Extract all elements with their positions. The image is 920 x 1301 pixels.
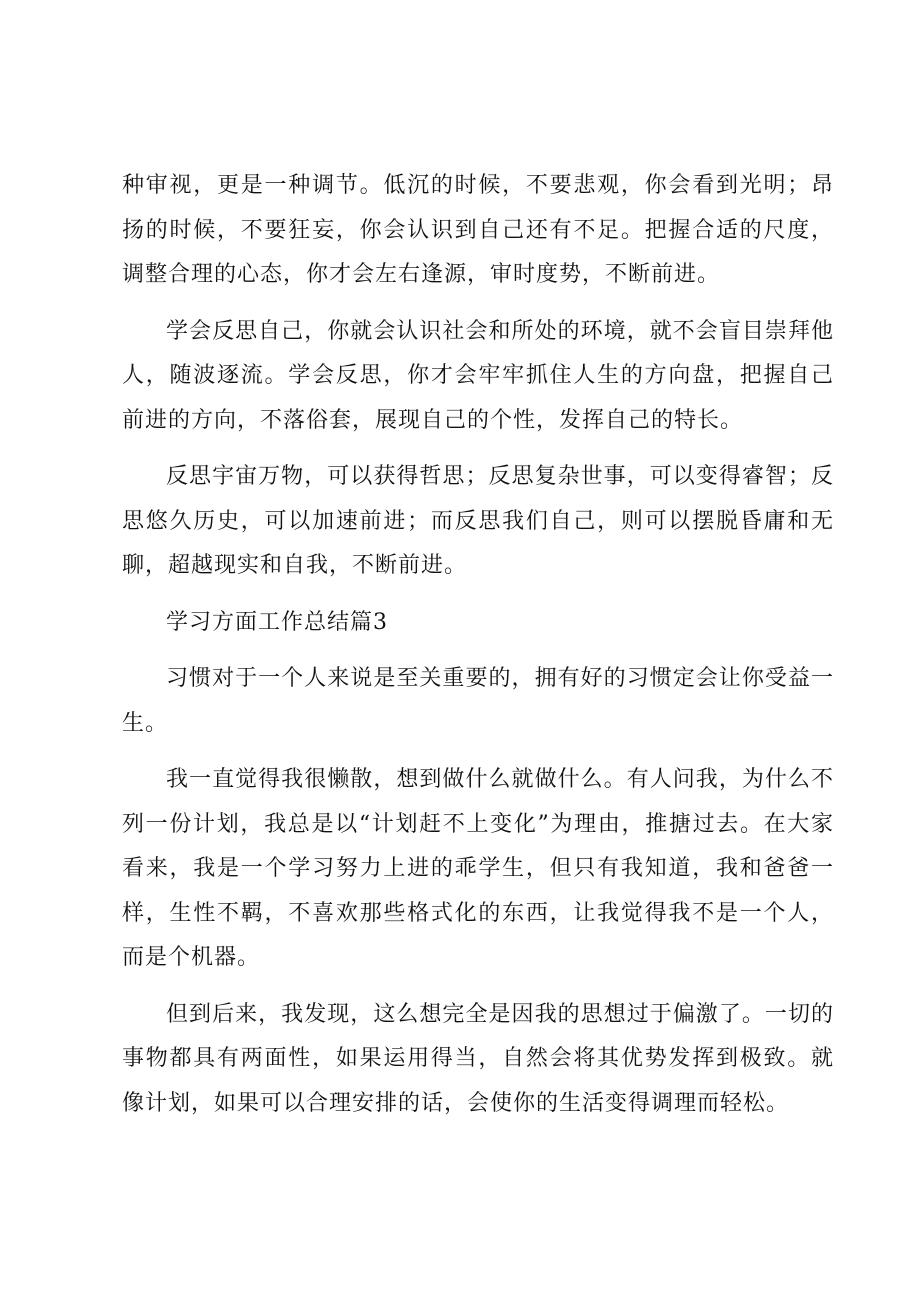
paragraph-planning: 但到后来，我发现，这么想完全是因我的思想过于偏激了。一切的事物都具有两面性，如果运用得当，自然会将其优势发挥到极致。就像计划，如果可以合理安排的话，会使你的生活变得调理而轻松。 xyxy=(122,1001,834,1116)
paragraph-reflect-all: 反思宇宙万物，可以获得哲思；反思复杂世事，可以变得睿智；反思悠久历史，可以加速前进；而反思我们自己，则可以摆脱昏庸和无聊，超越现实和自我，不断前进。 xyxy=(122,464,834,578)
section-heading: 学习方面工作总结篇3 xyxy=(166,609,388,635)
document-body xyxy=(122,164,834,1138)
paragraph-habits: 习惯对于一个人来说是至关重要的，拥有好的习惯定会让你受益一生。 xyxy=(122,666,834,736)
paragraph-self-reflection: 学会反思自己，你就会认识社会和所处的环境，就不会盲目崇拜他人，随波逐流。学会反思，你才会牢牢抓住人生的方向盘，把握自己前进的方向，不落俗套，展现自己的个性，发挥自己的特长。 xyxy=(122,318,834,433)
paragraph-lazy: 我一直觉得我很懒散，想到做什么就做什么。有人问我，为什么不列一份计划，我总是以“计划赶不上变化”为理由，推搪过去。在大家看来，我是一个学习努力上进的乖学生，但只有我知道，我和爸爸一样，生性不羁，不喜欢那些格式化的东西，让我觉得我不是一个人，而是个机器。 xyxy=(122,767,834,970)
paragraph-continuation: 种审视，更是一种调节。低沉的时候，不要悲观，你会看到光明；昂扬的时候，不要狂妄，你会认识到自己还有不足。把握合适的尺度，调整合理的心态，你才会左右逢源，审时度势，不断前进。 xyxy=(122,173,834,287)
